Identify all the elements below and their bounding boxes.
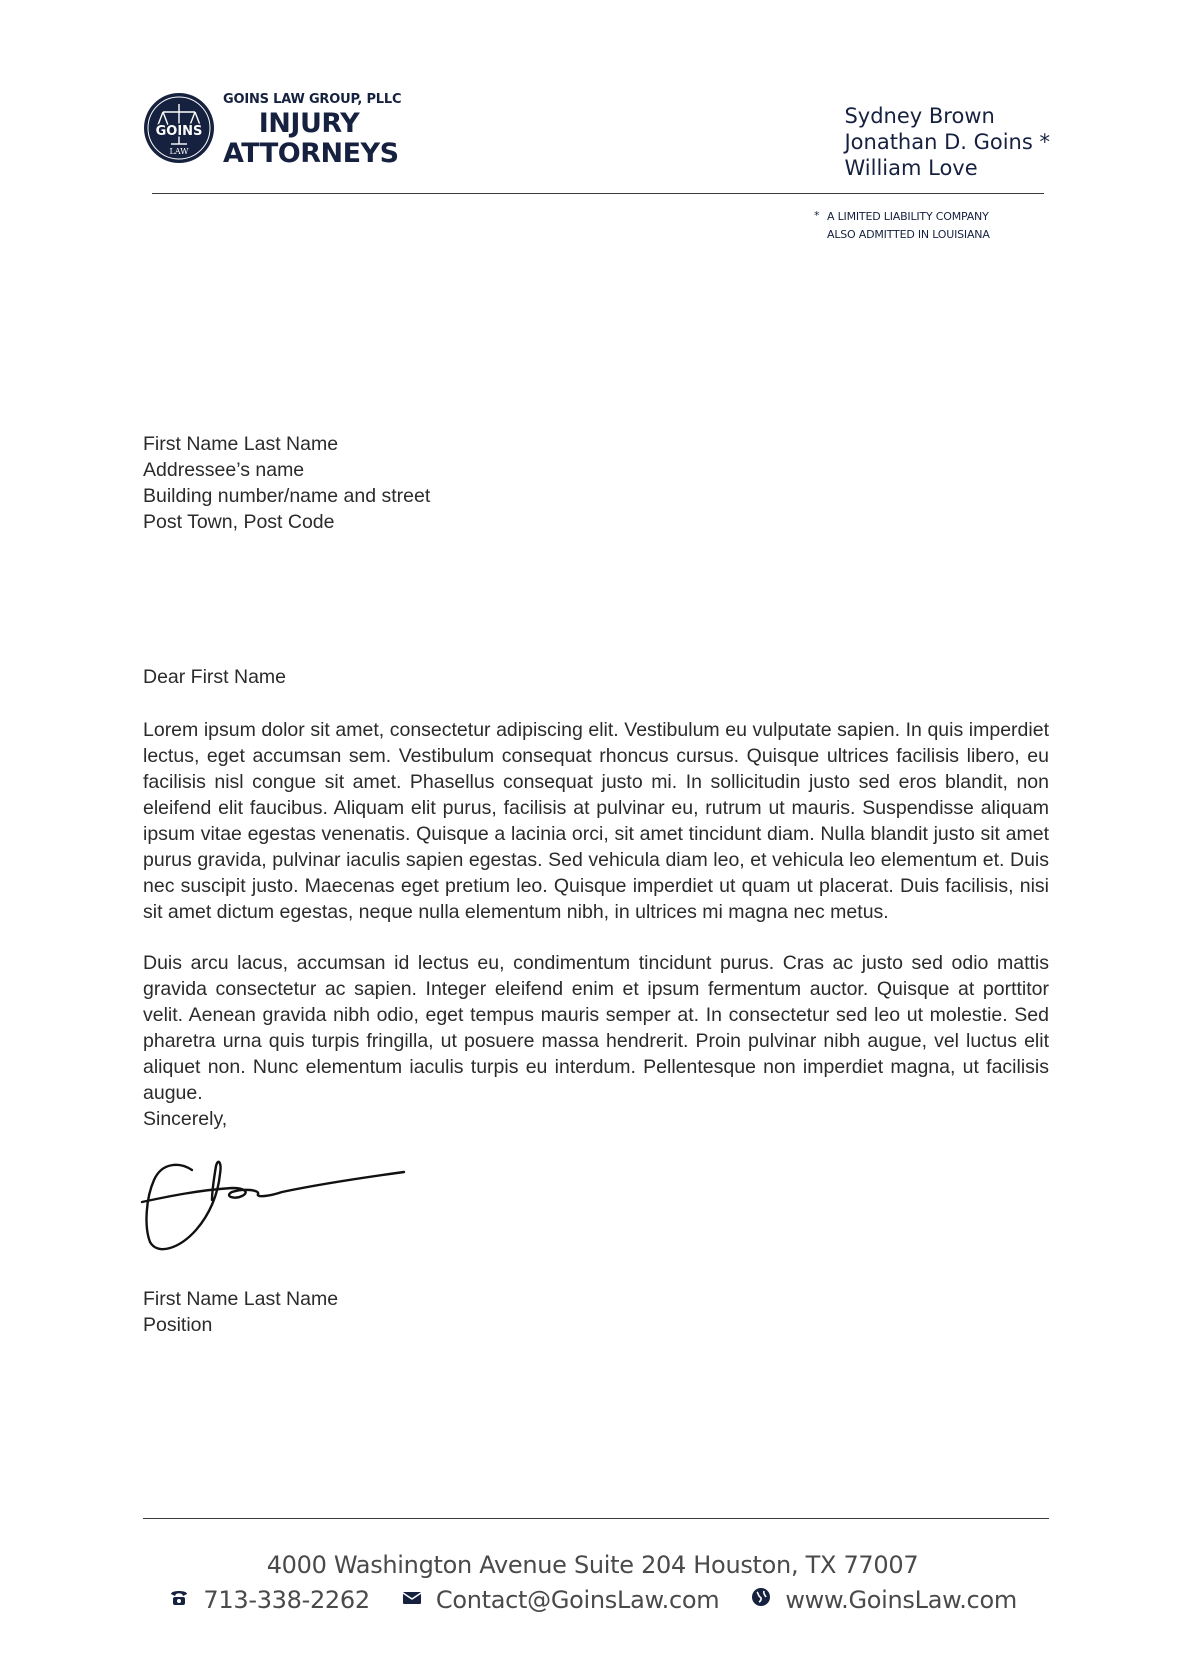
footer-email[interactable]: Contact@GoinsLaw.com	[435, 1586, 720, 1614]
footer-divider	[143, 1518, 1049, 1519]
body-paragraph: Duis arcu lacus, accumsan id lectus eu, condimentum tincidunt purus. Cras ac justo sed odio mattis gravida consectetur ac sapien. Integer eleifend enim et ipsum fermentum auctor. Quisque at porttitor velit. Aenean gravida nibh odio, eget tempus mauris semper at. In consectetur sed leo ut molestie. Sed pharetra urna quis turpis fringilla, ut posuere massa hendrerit. Proin pulvinar nibh augue, vel luctus elit aliquet non. Nunc elementum iaculis turpis eu interdum. Pellentesque non imperdiet magna, ut facilisis augue.	[143, 952, 1049, 1104]
globe-icon	[750, 1586, 778, 1614]
recipient-address	[143, 431, 430, 535]
seal-text-top: GOINS	[155, 124, 203, 139]
firm-logo-seal	[143, 92, 215, 164]
recipient-street: Building number/name and street	[143, 485, 431, 507]
note-marker: *	[814, 209, 820, 222]
firm-tagline-line2: ATTORNEYS	[223, 138, 399, 169]
firm-heading	[223, 92, 401, 169]
header-notes	[814, 208, 990, 244]
body-paragraph: Lorem ipsum dolor sit amet, consectetur adipiscing elit. Vestibulum eu vulputate sapien. In quis imperdiet lectus, eget accumsan sem. Vestibulum consequat rhoncus cursus. Quisque ultrices facilisis libero, eu facilisis nisl congue sit amet. Phasellus consequat justo mi. In sollicitudin justo sed eros blandit, non eleifend elit faucibus. Aliquam elit purus, facilisis at pulvinar eu, rutrum ut mauris. Suspendisse aliquam ipsum vitae egestas venenatis. Quisque a lacinia orci, sit amet tincidunt diam. Nulla blandit justo sit amet purus gravida, pulvinar iaculis sapien egestas. Sed vehicula diam leo, et vehicula leo elementum et. Duis nec suscipit justo. Maecenas eget pretium leo. Quisque imperdiet ut quam ut placerat. Duis facilisis, nisi sit amet dictum egestas, neque nulla elementum nibh, in ultrices mi magna nec metus.	[143, 719, 1049, 923]
footer-contact-line	[0, 1585, 1185, 1614]
footer-address: 4000 Washington Avenue Suite 204 Houston, TX 77007	[266, 1551, 919, 1579]
attorney-name: Sydney Brown	[844, 104, 995, 128]
footer-phone[interactable]: 713-338-2262	[203, 1586, 370, 1614]
salutation: Dear First Name	[143, 666, 287, 688]
attorney-list	[844, 103, 1050, 181]
signer-position: Position	[143, 1314, 213, 1336]
handwritten-signature	[140, 1152, 420, 1252]
envelope-icon	[401, 1586, 429, 1614]
note-line: ALSO ADMITTED IN LOUISIANA	[827, 228, 990, 241]
recipient-town: Post Town, Post Code	[143, 511, 335, 533]
signer-block	[143, 1286, 338, 1338]
attorney-name: William Love	[844, 156, 978, 180]
footer-website[interactable]: www.GoinsLaw.com	[785, 1586, 1017, 1614]
phone-icon	[168, 1586, 196, 1614]
attorney-name: Jonathan D. Goins *	[844, 130, 1050, 154]
signer-name: First Name Last Name	[143, 1288, 339, 1310]
closing: Sincerely,	[143, 1108, 228, 1130]
recipient-name: First Name Last Name	[143, 433, 339, 455]
note-line: A LIMITED LIABILITY COMPANY	[827, 210, 989, 223]
recipient-addressee: Addressee’s name	[143, 459, 305, 481]
firm-name: GOINS LAW GROUP, PLLC	[223, 92, 402, 107]
seal-text-bottom: LAW	[169, 147, 189, 156]
firm-tagline-line1: INJURY	[258, 108, 360, 139]
header-divider	[152, 193, 1044, 194]
